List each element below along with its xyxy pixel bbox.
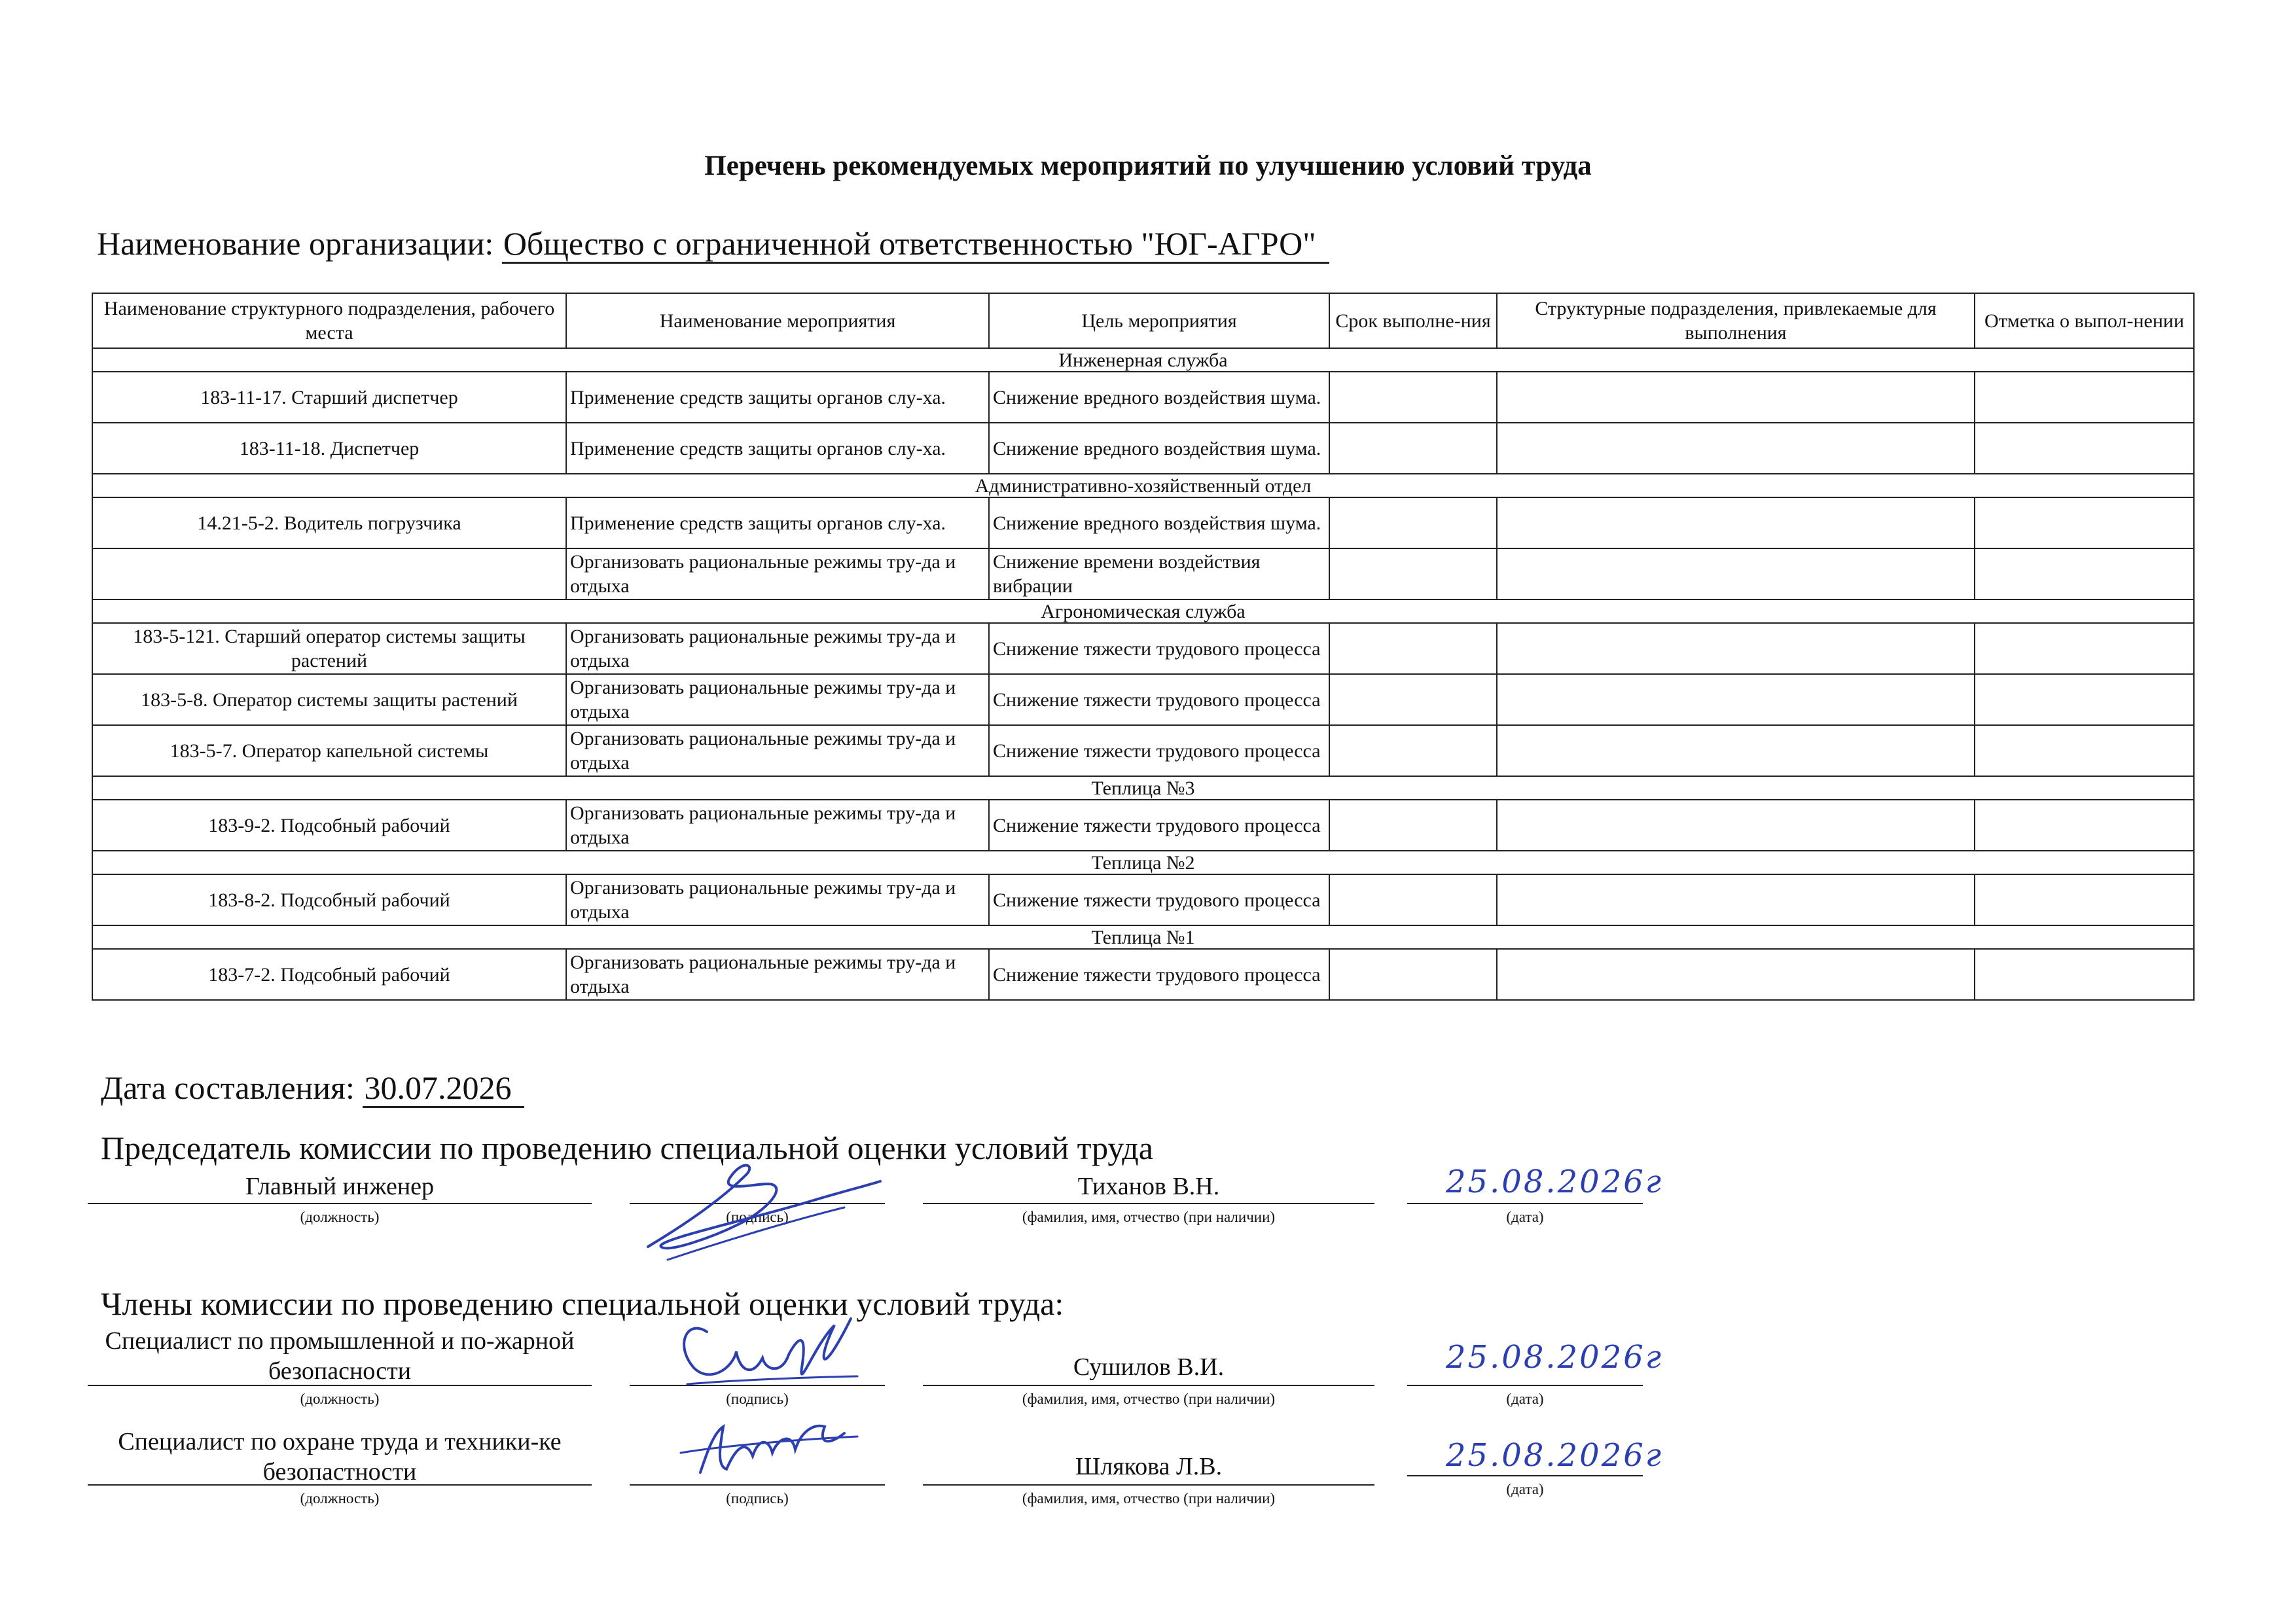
cell-goal: Снижение вредного воздействия шума. xyxy=(989,423,1329,474)
cell-goal: Снижение тяжести трудового процесса xyxy=(989,674,1329,725)
compilation-date-value: 30.07.2026 xyxy=(363,1069,524,1108)
cell-departments xyxy=(1497,874,1975,925)
caption-fio: (фамилия, имя, отчество (при наличии) xyxy=(1022,1209,1276,1225)
caption-signature: (подпись) xyxy=(726,1391,789,1407)
caption-date: (дата) xyxy=(1506,1481,1544,1497)
compilation-date-label: Дата составления: xyxy=(101,1069,355,1106)
cell-departments xyxy=(1497,725,1975,776)
table-row xyxy=(92,372,2194,423)
organization-name: Общество с ограниченной ответственностью "ЮГ-АГРО" xyxy=(502,225,1329,264)
cell-mark xyxy=(1975,674,2194,725)
cell-mark xyxy=(1975,949,2194,1000)
cell-mark xyxy=(1975,423,2194,474)
cell-deadline xyxy=(1329,548,1497,599)
member-date-line xyxy=(1407,1475,1643,1476)
cell-activity: Применение средств защиты органов слу-ха. xyxy=(566,423,989,474)
organization-label: Наименование организации: xyxy=(97,225,494,262)
table-row xyxy=(92,623,2194,674)
cell-departments xyxy=(1497,548,1975,599)
member-handwritten-date: 25.08.2026г xyxy=(1445,1339,1664,1376)
member-name: Сушилов В.И. xyxy=(1073,1353,1225,1381)
cell-mark xyxy=(1975,548,2194,599)
cell-departments xyxy=(1497,497,1975,548)
caption-position: (должность) xyxy=(300,1209,380,1225)
cell-workplace: 183-5-8. Оператор системы защиты растений xyxy=(92,674,566,725)
compilation-date-line xyxy=(101,1067,524,1109)
cell-deadline xyxy=(1329,623,1497,674)
member-position: Специалист по промышленной и по-жарной безопасности xyxy=(105,1327,575,1385)
table-header-row xyxy=(92,293,2194,348)
caption-date: (дата) xyxy=(1506,1391,1544,1407)
document-title: Перечень рекомендуемых мероприятий по улучшению условий труда xyxy=(704,151,1592,181)
cell-activity: Организовать рациональные режимы тру-да и отдыха xyxy=(566,548,989,599)
table-row xyxy=(92,674,2194,725)
cell-workplace: 183-9-2. Подсобный рабочий xyxy=(92,800,566,851)
cell-departments xyxy=(1497,674,1975,725)
cell-activity: Применение средств защиты органов слу-ха. xyxy=(566,497,989,548)
section-row xyxy=(92,599,2194,623)
cell-mark xyxy=(1975,623,2194,674)
cell-deadline xyxy=(1329,674,1497,725)
member-handwritten-date: 25.08.2026г xyxy=(1445,1437,1664,1474)
header-activity: Наименование мероприятия xyxy=(566,293,989,348)
caption-position: (должность) xyxy=(300,1391,380,1407)
chairman-caption: Председатель комиссии по проведению специальной оценки условий труда xyxy=(101,1130,1153,1166)
cell-goal: Снижение вредного воздействия шума. xyxy=(989,372,1329,423)
members-caption: Члены комиссии по проведению специальной оценки условий труда: xyxy=(101,1285,1064,1322)
section-name: Теплица №3 xyxy=(92,776,2194,800)
caption-signature: (подпись) xyxy=(726,1490,789,1507)
section-row xyxy=(92,474,2194,497)
cell-goal: Снижение тяжести трудового процесса xyxy=(989,800,1329,851)
cell-activity: Организовать рациональные режимы тру-да и отдыха xyxy=(566,874,989,925)
cell-departments xyxy=(1497,949,1975,1000)
cell-activity: Организовать рациональные режимы тру-да и отдыха xyxy=(566,800,989,851)
chairman-name: Тиханов В.Н. xyxy=(1077,1173,1220,1200)
measures-table xyxy=(92,293,2195,1001)
chairman-position-line xyxy=(88,1203,592,1204)
cell-mark xyxy=(1975,497,2194,548)
cell-deadline xyxy=(1329,497,1497,548)
cell-deadline xyxy=(1329,874,1497,925)
caption-fio: (фамилия, имя, отчество (при наличии) xyxy=(1022,1490,1276,1507)
chairman-name-line xyxy=(923,1203,1374,1204)
cell-departments xyxy=(1497,372,1975,423)
chairman-date-line xyxy=(1407,1203,1643,1204)
section-row xyxy=(92,851,2194,874)
section-row xyxy=(92,925,2194,949)
member-signature xyxy=(661,1306,870,1404)
cell-departments xyxy=(1497,623,1975,674)
header-departments: Структурные подразделения, привлекаемые для выполнения xyxy=(1497,293,1975,348)
table-row xyxy=(92,800,2194,851)
cell-departments xyxy=(1497,800,1975,851)
cell-mark xyxy=(1975,725,2194,776)
table-row xyxy=(92,949,2194,1000)
chairman-signature xyxy=(622,1149,890,1273)
table-row xyxy=(92,423,2194,474)
cell-deadline xyxy=(1329,725,1497,776)
organization-line xyxy=(97,223,1329,264)
cell-goal: Снижение времени воздействия вибрации xyxy=(989,548,1329,599)
cell-goal: Снижение тяжести трудового процесса xyxy=(989,623,1329,674)
header-deadline: Срок выполне-ния xyxy=(1329,293,1497,348)
cell-workplace: 183-11-17. Старший диспетчер xyxy=(92,372,566,423)
cell-workplace xyxy=(92,548,566,599)
member-position-line xyxy=(88,1385,592,1386)
caption-date: (дата) xyxy=(1506,1209,1544,1225)
chairman-handwritten-date: 25.08.2026г xyxy=(1445,1164,1664,1200)
cell-activity: Организовать рациональные режимы тру-да и отдыха xyxy=(566,674,989,725)
member-name-line xyxy=(923,1385,1374,1386)
cell-workplace: 14.21-5-2. Водитель погрузчика xyxy=(92,497,566,548)
member-signature xyxy=(661,1407,870,1492)
caption-signature: (подпись) xyxy=(726,1209,789,1225)
header-goal: Цель мероприятия xyxy=(989,293,1329,348)
member-date-line xyxy=(1407,1385,1643,1386)
table-row xyxy=(92,497,2194,548)
cell-activity: Организовать рациональные режимы тру-да и отдыха xyxy=(566,725,989,776)
cell-mark xyxy=(1975,372,2194,423)
caption-fio: (фамилия, имя, отчество (при наличии) xyxy=(1022,1391,1276,1407)
cell-workplace: 183-5-121. Старший оператор системы защиты растений xyxy=(92,623,566,674)
caption-position: (должность) xyxy=(300,1490,380,1507)
cell-workplace: 183-11-18. Диспетчер xyxy=(92,423,566,474)
cell-activity: Организовать рациональные режимы тру-да и отдыха xyxy=(566,949,989,1000)
member-name-line xyxy=(923,1484,1374,1486)
header-workplace: Наименование структурного подразделения, рабочего места xyxy=(92,293,566,348)
chairman-position: Главный инженер xyxy=(245,1173,435,1200)
section-row xyxy=(92,348,2194,372)
member-position: Специалист по охране труда и техники-ке безопастности xyxy=(118,1428,562,1486)
section-name: Административно-хозяйственный отдел xyxy=(92,474,2194,497)
cell-goal: Снижение вредного воздействия шума. xyxy=(989,497,1329,548)
section-name: Агрономическая служба xyxy=(92,599,2194,623)
cell-departments xyxy=(1497,423,1975,474)
cell-activity: Организовать рациональные режимы тру-да и отдыха xyxy=(566,623,989,674)
cell-goal: Снижение тяжести трудового процесса xyxy=(989,725,1329,776)
cell-deadline xyxy=(1329,800,1497,851)
table-row xyxy=(92,548,2194,599)
cell-mark xyxy=(1975,874,2194,925)
cell-deadline xyxy=(1329,423,1497,474)
section-row xyxy=(92,776,2194,800)
section-name: Инженерная служба xyxy=(92,348,2194,372)
cell-workplace: 183-8-2. Подсобный рабочий xyxy=(92,874,566,925)
section-name: Теплица №2 xyxy=(92,851,2194,874)
cell-workplace: 183-5-7. Оператор капельной системы xyxy=(92,725,566,776)
cell-goal: Снижение тяжести трудового процесса xyxy=(989,949,1329,1000)
cell-deadline xyxy=(1329,949,1497,1000)
member-name: Шлякова Л.В. xyxy=(1075,1453,1223,1480)
member-position-line xyxy=(88,1484,592,1486)
cell-deadline xyxy=(1329,372,1497,423)
section-name: Теплица №1 xyxy=(92,925,2194,949)
cell-goal: Снижение тяжести трудового процесса xyxy=(989,874,1329,925)
cell-workplace: 183-7-2. Подсобный рабочий xyxy=(92,949,566,1000)
header-mark: Отметка о выпол-нении xyxy=(1975,293,2194,348)
cell-mark xyxy=(1975,800,2194,851)
cell-activity: Применение средств защиты органов слу-ха. xyxy=(566,372,989,423)
table-row xyxy=(92,874,2194,925)
table-row xyxy=(92,725,2194,776)
